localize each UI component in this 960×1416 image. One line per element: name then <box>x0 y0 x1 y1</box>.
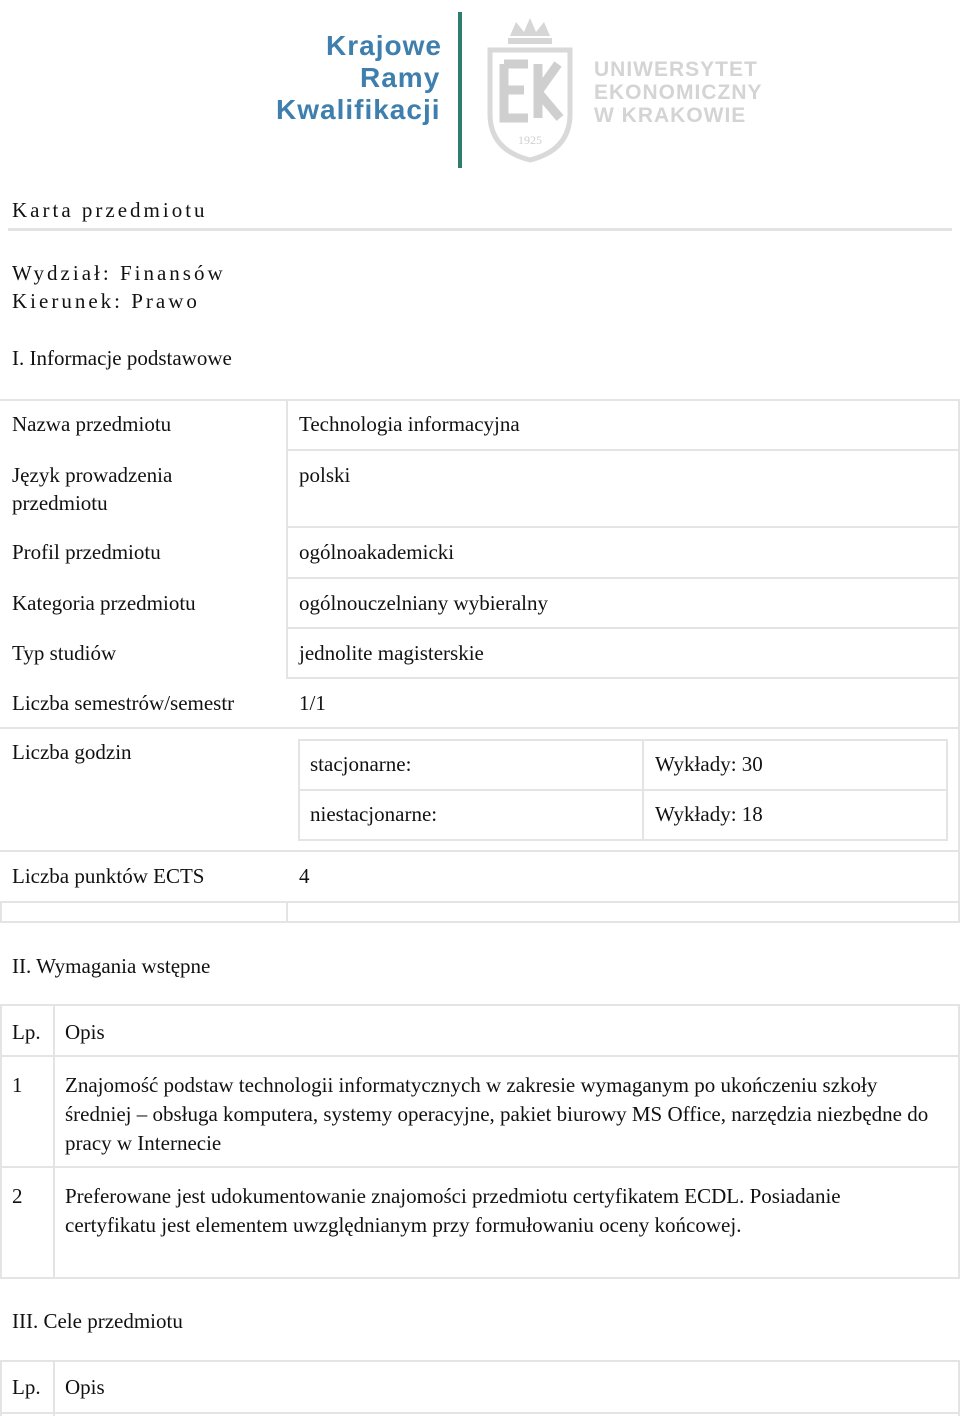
university-crest-icon <box>484 14 576 164</box>
value-profile: ogólnoakademicki <box>299 540 455 564</box>
krk-logo-line: Krajowe <box>326 30 442 61</box>
value-course-name: Technologia informacyjna <box>299 412 520 436</box>
university-name <box>594 58 794 127</box>
label-language: Język prowadzenia przedmiotu <box>12 463 173 515</box>
label-ects: Liczba punktów ECTS <box>12 864 205 888</box>
label-course-name: Nazwa przedmiotu <box>12 412 172 436</box>
label-profile: Profil przedmiotu <box>12 540 161 564</box>
hours-value-parttime: Wykłady: 18 <box>655 802 763 826</box>
row-number: 1 <box>12 1073 23 1097</box>
section-heading: II. Wymagania wstępne <box>12 954 211 978</box>
row-number: 2 <box>12 1184 23 1208</box>
label-category: Kategoria przedmiotu <box>12 591 196 615</box>
university-name-line: W KRAKOWIE <box>594 104 747 128</box>
column-header-lp: Lp. <box>12 1375 41 1399</box>
label-semesters: Liczba semestrów/semestr <box>12 691 235 715</box>
hours-mode-fulltime: stacjonarne: <box>310 752 412 776</box>
value-language: polski <box>299 463 351 487</box>
university-name-line: UNIWERSYTET <box>594 58 758 81</box>
krk-logo-line: Ramy <box>360 62 441 94</box>
value-semesters: 1/1 <box>299 691 326 715</box>
title-rule <box>8 228 952 231</box>
field-line: Kierunek: Prawo <box>12 289 200 313</box>
column-header-description: Opis <box>65 1375 105 1399</box>
label-study-type: Typ studiów <box>12 641 117 665</box>
requirement-text: Znajomość podstaw technologii informatycznych w zakresie wymaganym po ukończeniu szkoły średniej – obsługa komputera, systemy operacyjne, pakiet biurowy MS Office, narzędzia niezbędne do pracy w Internecie <box>65 1073 929 1155</box>
requirement-text: Preferowane jest udokumentowanie znajomości przedmiotu certyfikatem ECDL. Posiadanie certyfikatu jest elementem uwzględnianym przy formułowaniu oceny końcowej. <box>65 1184 841 1237</box>
table-border <box>0 399 960 401</box>
goals-table <box>0 1360 960 1362</box>
crest-year: 1925 <box>518 133 542 147</box>
section-heading: I. Informacje podstawowe <box>12 346 232 370</box>
section-heading: III. Cele przedmiotu <box>12 1309 183 1333</box>
value-study-type: jednolite magisterskie <box>299 641 484 665</box>
value-ects: 4 <box>299 864 310 888</box>
krk-logo-line: Kwalifikacji <box>276 94 441 126</box>
hours-value-fulltime: Wykłady: 30 <box>655 752 763 776</box>
document-title: Karta przedmiotu <box>12 198 208 222</box>
logo-divider <box>458 12 462 168</box>
value-category: ogólnouczelniany wybieralny <box>299 591 549 615</box>
krk-logo <box>276 30 442 127</box>
column-header-lp: Lp. <box>12 1020 41 1044</box>
label-hours: Liczba godzin <box>12 740 132 764</box>
hours-mode-parttime: niestacjonarne: <box>310 802 438 826</box>
column-header-description: Opis <box>65 1020 105 1044</box>
university-name-line: EKONOMICZNY <box>594 81 763 105</box>
faculty-line: Wydział: Finansów <box>12 261 226 285</box>
